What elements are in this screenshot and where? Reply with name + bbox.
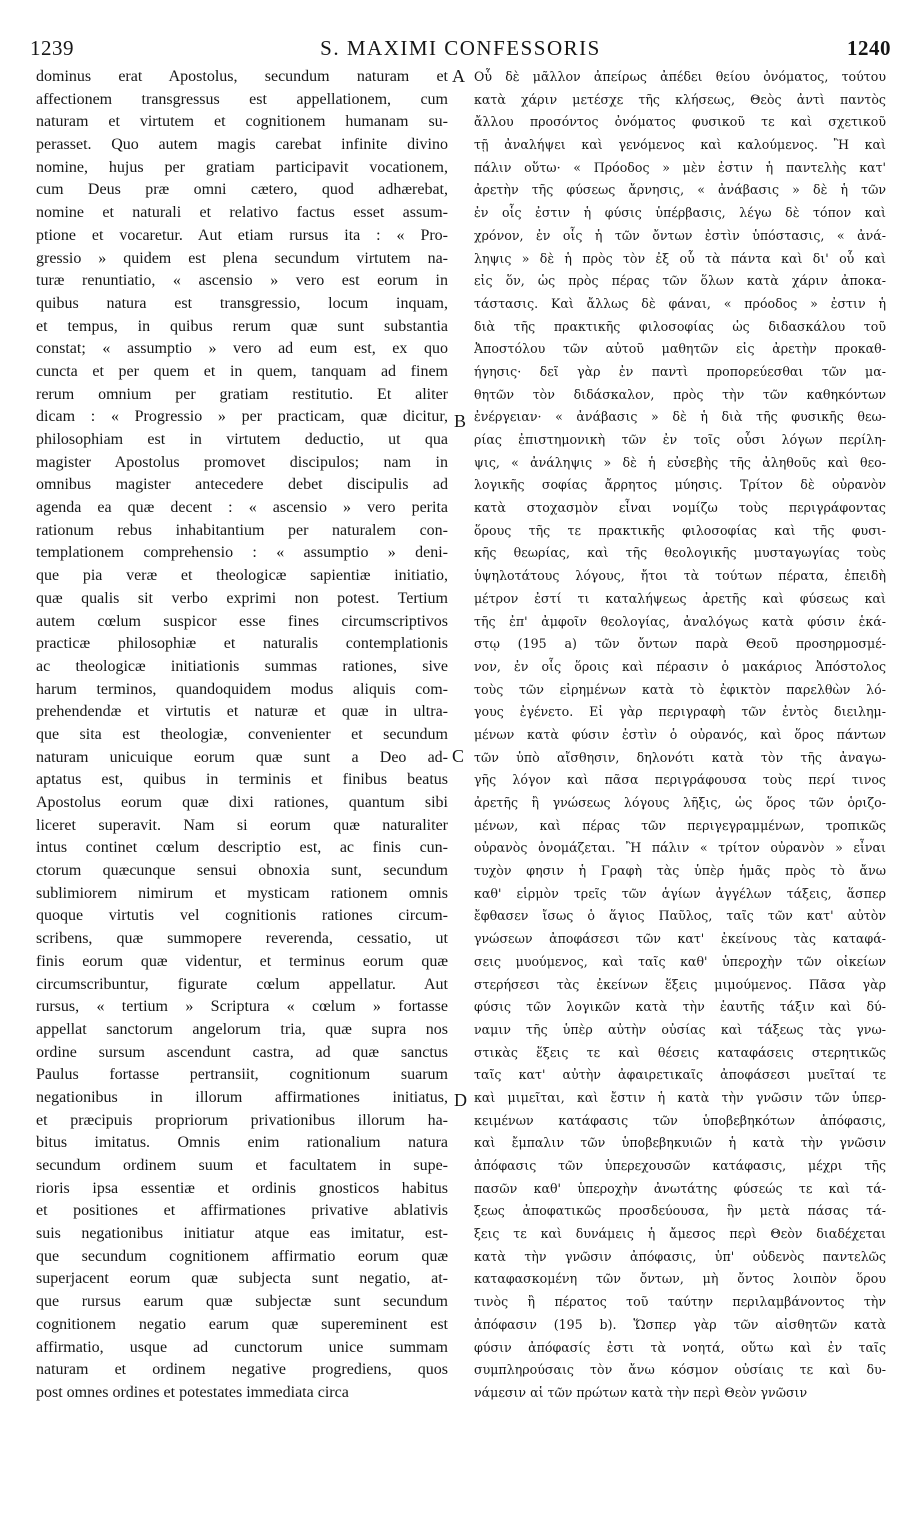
greek-text-line: κῆς θεωρίας, καὶ τῆς θεολογικῆς μυσταγωγίας τοὺς	[474, 545, 886, 561]
latin-text-line: perasset. Quo autem magis carebat infinite divino	[36, 136, 448, 154]
greek-text-line: τάστασις. Καὶ ἄλλως δὲ φάναι, « πρόοδος » ἐστιν ἡ	[474, 295, 886, 311]
greek-text-line: ψις, « ἀνάληψις » δὲ ἡ εὐσεβὴς τῆς ἀληθοῦς καὶ θεο-	[474, 454, 886, 470]
latin-text-line: et tempus, in quibus rerum quæ sunt substantia	[36, 317, 448, 335]
latin-text-line: ordine sursum ascendunt castra, ad quæ sanctus	[36, 1043, 448, 1061]
latin-text-line: gressio » quidem est plena secundum virtutem na-	[36, 249, 448, 267]
latin-text-line: et positiones et affirmationes privative ablativis	[36, 1202, 448, 1220]
greek-text-line: ληψις » δὲ ἡ πρὸς τὸν ἐξ οὗ τὰ πάντα καὶ δι' οὗ καὶ	[474, 250, 886, 266]
greek-text-line: καὶ μιμεῖται, καὶ ἔστιν ἡ κατὰ τὴν γνῶσιν τῶν ὑπερ-	[474, 1089, 886, 1105]
greek-text-line: Ἀποστόλου τῶν αὐτοῦ μαθητῶν εἰς ἀρετὴν προκαθ-	[474, 341, 886, 357]
latin-text-line: affectionem transgressus est appellationem, cum	[36, 90, 448, 108]
greek-text-line: τῆς ἐπ' ἀμφοῖν θεολογίας, ἀναλόγως κατὰ φύσιν ἑκά-	[474, 613, 886, 629]
latin-text-line: Apostolus eorum quæ dixi rationes, quantum sibi	[36, 794, 448, 811]
latin-text-line: naturam unicuique eorum quæ sunt a Deo ad-	[36, 748, 448, 766]
latin-text-line: rioris ipsa essentiæ et ordinis gnosticos habitus	[36, 1179, 448, 1197]
latin-text-line: ac theologicæ initiationis summas rationes, sive	[36, 657, 448, 675]
latin-column	[36, 66, 448, 1522]
latin-text-line: aptatus est, quibus in terminis et finibus beatus	[36, 771, 448, 789]
greek-text-line: ὑψηλοτάτους λόγους, ἤτοι τὰ τούτων πέρατα, ἐπειδὴ	[474, 568, 886, 584]
greek-text-line: στερήσεσι τὰς ἐκείνων ἕξεις μιμούμενος. Πᾶσα γὰρ	[474, 976, 886, 992]
greek-text-line: ξεως ἀποφατικῶς προσδεύουσα, ἣν μετὰ πάσας τά-	[474, 1203, 886, 1219]
latin-text-line: Paulus fortasse pertransiit, cognitionum suarum	[36, 1066, 448, 1084]
latin-text-line: magister Apostolus promovet discipulos; nam in	[36, 453, 448, 471]
greek-text-line: ἔφθασεν ἴσως ὁ ἅγιος Παῦλος, ταῖς τῶν κατ' αὐτὸν	[474, 908, 886, 924]
greek-text-line: μέτρον ἐστί τι καταλήψεως ἀρετῆς καὶ φύσεως καὶ	[474, 590, 886, 606]
greek-text-line: πάλιν οὕτω· « Πρόοδος » μὲν ἐστιν ἡ παντελὴς κατ'	[474, 159, 886, 175]
latin-text-line: dominus erat Apostolus, secundum naturam et	[36, 68, 448, 85]
latin-text-line: suis negationibus initiatur atque eas imitatur, est-	[36, 1225, 448, 1243]
greek-text-line: διὰ τῆς πρακτικῆς φιλοσοφίας ὡς διδασκάλου τοῦ	[474, 318, 886, 334]
latin-text-line: que secundum cognitionem affirmatio eorum quæ	[36, 1247, 448, 1265]
greek-text-line: τῶν ὑπὸ αἴσθησιν, δηλονότι κατὰ τὸν τῆς ἀναγω-	[474, 749, 886, 765]
greek-text-line: τινὸς ἢ πέρατος τοῦ ταύτην περιλαμβάνοντος τὴν	[474, 1294, 886, 1310]
greek-text-line: συμπληρούσαις τὸν ἄνω κόσμον οὐσίαις τε καὶ δυ-	[474, 1362, 886, 1378]
greek-text-line: σεις μυούμενος, καὶ ταῖς καθ' ὑπεροχὴν τῶν οἰκείων	[474, 953, 886, 969]
greek-text-line: κατὰ χάριν μετέσχε τῆς κλήσεως, Θεὸς ἀντὶ παντὸς	[474, 91, 886, 107]
greek-text-line: ἄλλου προσόντος ὀνόματος φυσικοῦ τε καὶ σχετικοῦ	[474, 114, 886, 130]
greek-text-line: Οὗ δὲ μᾶλλον ἀπείρως ἀπέδει θείου ὀνόματος, τούτου	[474, 69, 886, 84]
latin-text-line: harum terminos, quandoquidem modus aliquis com-	[36, 680, 448, 698]
latin-text-line: prehendendæ et virtutis et naturæ et quæ in ultra-	[36, 703, 448, 721]
left-column-number: 1239	[30, 36, 74, 60]
latin-text-line: nomine, hujus per gratiam participavit vocationem,	[36, 158, 448, 176]
margin-marker-a: A	[452, 66, 465, 86]
greek-text-line: ἀπόφασις τῶν ὑπερεχουσῶν κατάφασις, μέχρι τῆς	[474, 1158, 886, 1173]
greek-text-line: καὶ ἔμπαλιν τῶν ὑποβεβηκυιῶν ἡ κατὰ τὴν γνῶσιν	[474, 1135, 886, 1151]
greek-text-line: νον, ἐν οἷς ὅροις καὶ πέρασιν ὁ μακάριος Ἀπόστολος	[474, 658, 886, 674]
latin-text-line: cuncta et per quem et in quem, tanquam ad finem	[36, 362, 448, 380]
greek-text-line: φύσις τῶν λογικῶν κατὰ τὴν ἑαυτῆς τάξιν καὶ δύ-	[474, 999, 886, 1015]
latin-text-line: naturam et virtutem et cognitionem humanam su-	[36, 113, 448, 131]
greek-text-line: λογικῆς σοφίας ἄρρητος μύησις. Τρίτον δὲ οὐρανὸν	[474, 477, 886, 493]
latin-text-line: quæ qualis sit verbo exprimi non potest. Tertium	[36, 589, 448, 607]
latin-text-line: rerum omnium per gratiam restitutio. Et aliter	[36, 385, 448, 403]
greek-text-line: καταφασκομένη τῶν ὄντων, μὴ ὄντος λοιπὸν ὅρου	[474, 1271, 886, 1287]
greek-text-line: πασῶν καθ' ὑπεροχὴν ἀνωτάτης φύσεώς τε καὶ τά-	[474, 1180, 886, 1196]
latin-text-line: ctorum quæcunque sensui obnoxia sunt, secundum	[36, 862, 448, 880]
latin-text-line: appellat sanctorum angelorum tria, quæ supra nos	[36, 1020, 448, 1038]
latin-text-line: superjacent eorum quæ subjecta sunt negatio, at-	[36, 1270, 448, 1288]
greek-text-line: τῇ ἀναλήψει καὶ γενόμενος καὶ καλούμενος. Ἢ καὶ	[474, 137, 886, 153]
latin-text-line: finis eorum quæ videntur, et terminus eorum quæ	[36, 952, 448, 970]
latin-text-line: cognitionem negatio earum quæ supereminent est	[36, 1315, 448, 1333]
latin-text-line: secundum ordinem suum et facultatem in supe-	[36, 1157, 448, 1174]
greek-text-line: γους ἐγένετο. Εἰ γὰρ περιγραφὴ τῶν ἐντὸς διειλημ-	[474, 704, 886, 720]
greek-text-line: γνώσεων ἀποφάσεσι τῶν κατ' ἐκείνους τὰς καταφά-	[474, 931, 886, 947]
latin-text-line: rursus, « tertium » Scriptura « cœlum » fortasse	[36, 998, 448, 1016]
running-title: S. MAXIMI CONFESSORIS	[320, 36, 601, 60]
greek-text-line: μένων, καὶ πέρας τῶν περιγεγραμμένων, τροπικῶς	[474, 817, 886, 833]
greek-text-line: τυχὸν φησιν ἡ Γραφὴ τὰς ὑπὲρ ἡμᾶς πρὸς τὸ ἄνω	[474, 863, 886, 879]
latin-text-line: autem cœlum suspicor esse fines circumscriptivos	[36, 612, 448, 630]
greek-text-line: ταῖς κατ' αὐτὴν ἀφαιρετικαῖς ἀποφάσεσι μυεῖταί τε	[474, 1067, 886, 1083]
greek-text-line: ἐνέργειαν· « ἀνάβασις » δὲ ἡ διὰ τῆς φυσικῆς θεω-	[474, 409, 886, 425]
right-column-number: 1240	[847, 36, 891, 60]
greek-text-line: ξεις τε καὶ δυνάμεις ἡ ἄμεσος περὶ Θεὸν διαδέχεται	[474, 1226, 886, 1242]
greek-text-line: στῳ (195 a) τῶν ὄντων παρὰ Θεοῦ προσηρμοσμέ-	[474, 636, 886, 652]
latin-text-line: post omnes ordines et potestates immediata circa	[36, 1383, 349, 1401]
greek-text-line: ἐν οἷς ἐστιν ἡ φύσις ὑπέρβασις, λέγω δὲ τόπον καὶ	[474, 205, 886, 221]
latin-text-line: constat; « assumptio » vero ad eum est, ex quo	[36, 340, 448, 358]
latin-text-line: bitus imitatus. Omnis enim rationalium natura	[36, 1134, 448, 1152]
greek-text-line: ἀρετὴν τῆς φύσεως ἄρνησις, « ἀνάβασις » δὲ ἡ τῶν	[474, 182, 886, 198]
latin-text-line: turæ renuntiatio, « ascensio » vero est eorum in	[36, 272, 448, 290]
latin-text-line: cum Deus præ omni cætero, quod adhærebat,	[36, 181, 448, 199]
greek-text-line: θητῶν τὸν διδάσκαλον, πρὸς τὴν τῶν καθηκόντων	[474, 386, 886, 402]
greek-text-line: ναμιν τῆς ὑπὲρ αὐτὴν οὐσίας καὶ τάξεως τὰς γνω-	[474, 1021, 886, 1037]
latin-text-line: dicam : « Progressio » per practicam, quæ dicitur,	[36, 408, 448, 426]
latin-text-line: templationem comprehensio : « assumptio » deni-	[36, 544, 448, 562]
margin-marker-b: B	[454, 411, 467, 431]
greek-text-line: κειμένων κατάφασις τῶν ὑποβεβηκότων ἀπόφασις,	[474, 1112, 886, 1128]
greek-text-line: τοὺς τῶν εἰρημένων κατὰ τὸ ἐφικτὸν παρελθὼν λό-	[474, 681, 886, 697]
latin-text-line: scribens, quæ summopere reverenda, cessatio, ut	[36, 930, 448, 948]
latin-text-line: negationibus in illorum affirmationes initiatus,	[36, 1088, 448, 1106]
latin-text-line: intus continet cœlum descriptio est, ac finis cun-	[36, 839, 448, 857]
latin-text-line: affirmatio, usque ad cunctorum unice summam	[36, 1338, 448, 1356]
latin-text-line: circumscribuntur, figurate cœlum appellatur. Aut	[36, 975, 448, 993]
latin-text-line: quoque virtutis vel cognitionis rationes circum-	[36, 907, 448, 925]
latin-text-line: que pia veræ et theologicæ sapientiæ initiatio,	[36, 567, 448, 585]
latin-text-line: et præcipuis propriorum privationibus illorum ha-	[36, 1111, 448, 1129]
latin-text-line: omnibus magister antecedere debet discipulis ad	[36, 476, 448, 494]
greek-text-line: εἰς ὅν, ὡς πρὸς πέρας τῶν ὅλων κατὰ χάριν ἀποκα-	[474, 273, 886, 289]
latin-text-line: liceret superavit. Nam si eorum quæ naturaliter	[36, 816, 448, 834]
latin-text-line: agenda ea quæ decent : « ascensio » vero perita	[36, 499, 448, 517]
greek-text-line: ἀπόφασιν (195 b). Ὥσπερ γὰρ τῶν αἰσθητῶν κατὰ	[474, 1316, 886, 1332]
latin-text-line: que rursus earum quæ subjectæ sunt secundum	[36, 1293, 448, 1311]
greek-text-line: γῆς λόγον καὶ πᾶσα περιγράφουσα τοὺς περί τινος	[474, 772, 886, 788]
greek-column	[474, 66, 886, 1522]
latin-text-line: que sita est theologiæ, convenienter et secundum	[36, 725, 448, 743]
greek-text-line: οὐρανὸς ὀνομάζεται. Ἢ πάλιν « τρίτον οὐρανὸν » εἶναι	[474, 840, 886, 856]
margin-marker-d: D	[454, 1090, 467, 1110]
latin-text-line: sublimiorem nimirum et mysticam rationem omnis	[36, 884, 448, 902]
latin-text-line: quibus natura est transgressio, locum inquam,	[36, 294, 448, 312]
greek-text-line: χρόνον, ἐν οἷς ἡ τῶν ὄντων ἐστὶν ὑπόστασις, « ἀνά-	[474, 227, 886, 243]
greek-text-line: νάμεσιν αἱ τῶν πρώτων κατὰ τὴν περὶ Θεὸν γνῶσιν	[474, 1384, 808, 1400]
latin-text-line: naturam et ordinem negative progrediens, quos	[36, 1361, 448, 1379]
greek-text-line: μένων κατὰ φύσιν ἐστὶν ὁ οὐρανός, καὶ ὅρος πάντων	[474, 726, 886, 742]
greek-text-line: ἀρετῆς ἢ γνώσεως λόγους λῆξις, ὡς ὅρος τῶν ὁριζο-	[474, 795, 886, 810]
greek-text-line: κατὰ στοχασμὸν εἶναι νομίζω τοὺς περιγράφοντας	[474, 500, 886, 516]
running-header	[30, 30, 891, 64]
latin-text-line: nomine et naturali et relativo factus esset assum-	[36, 204, 448, 222]
greek-text-line: στικὰς ἕξεις τε καὶ θέσεις καταφάσεις στερητικῶς	[474, 1044, 886, 1060]
latin-text-line: ptione et vocaretur. Aut etiam rursus ita : « Pro-	[36, 226, 448, 244]
greek-text-line: κατὰ τὴν γνῶσιν ἀπόφασις, ὑπ' οὐδενὸς παντελῶς	[474, 1248, 886, 1264]
greek-text-line: ὅρους τῆς τε πρακτικῆς φιλοσοφίας καὶ τῆς φυσι-	[474, 522, 886, 538]
greek-text-line: καθ' εἱρμὸν τρεῖς τῶν ἁγίων ἀγγέλων τάξεις, ἅσπερ	[474, 885, 886, 901]
margin-marker-c: C	[452, 746, 465, 766]
latin-text-line: philosophiam est in virtutem deductio, ut qua	[36, 431, 448, 448]
latin-text-line: practicæ philosophiæ et naturalis contemplationis	[36, 635, 448, 653]
latin-text-line: rationum rebus inhabitantium per naturalem con-	[36, 521, 448, 539]
greek-text-line: ρίας ἐπιστημονικὴ τῶν ἐν τοῖς οὖσι λόγων περίλη-	[474, 432, 886, 447]
greek-text-line: φύσιν ἀπόφασίς ἐστι τὰ νοητά, οὕτω καὶ ἐν ταῖς	[474, 1339, 886, 1355]
greek-text-line: ήγησις· δεῖ γὰρ ἐν παντὶ προπορεύεσθαι τῶν μα-	[474, 363, 886, 379]
